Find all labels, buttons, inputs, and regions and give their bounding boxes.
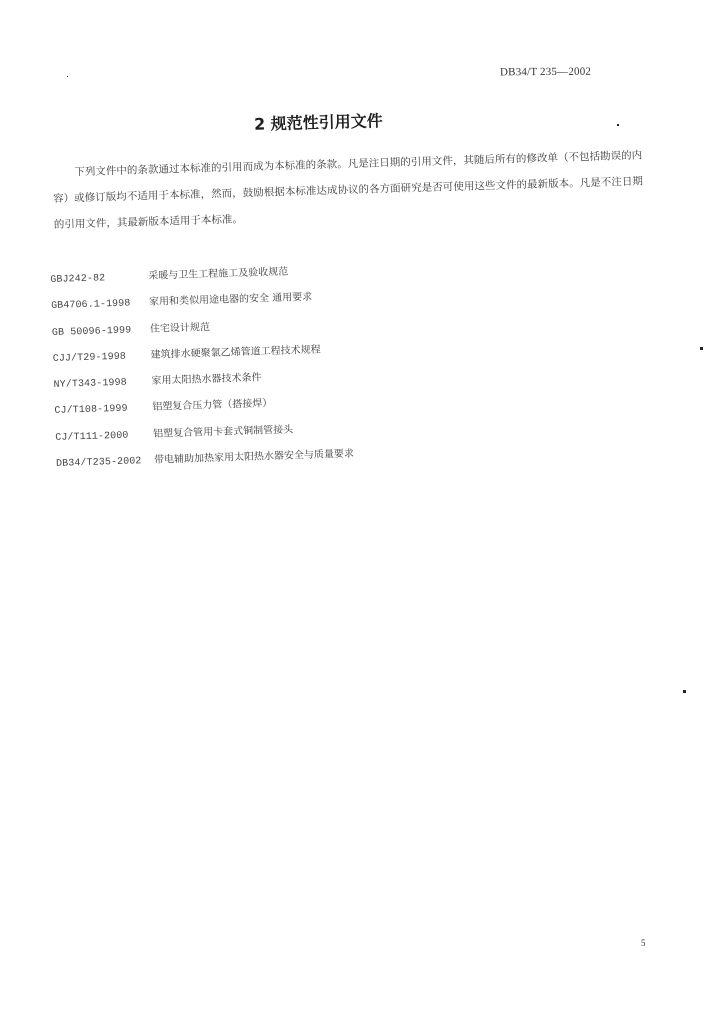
reference-list — [50, 254, 576, 481]
standard-code-header: DB34/T 235—2002 — [499, 65, 592, 79]
reference-code: CJ/T108-1999 — [54, 404, 128, 418]
section-title: 2 规范性引用文件 — [253, 111, 383, 134]
reference-title: 带电辅助加热家用太阳热水器安全与质量要求 — [153, 448, 355, 466]
reference-code: GB 50096-1999 — [51, 325, 132, 339]
scan-speck — [700, 347, 703, 350]
reference-title: 建筑排水硬聚氯乙烯管道工程技术规程 — [150, 344, 321, 361]
scan-speck — [67, 76, 68, 77]
reference-title: 家用和类似用途电器的安全 通用要求 — [148, 292, 313, 309]
reference-title: 铝塑复合管用卡套式铜制管接头 — [153, 424, 294, 440]
reference-title: 住宅设计规范 — [149, 321, 211, 335]
reference-code: GBJ242-82 — [50, 273, 106, 286]
reference-code: CJJ/T29-1998 — [52, 351, 127, 365]
reference-title: 采暖与卫生工程施工及验收规范 — [148, 266, 289, 282]
scan-speck — [617, 124, 619, 126]
reference-title: 家用太阳热水器技术条件 — [151, 372, 262, 388]
reference-code: NY/T343-1998 — [53, 377, 127, 392]
reference-code: CJ/T111-2000 — [55, 430, 129, 444]
reference-title: 铝塑复合压力管（搭接焊） — [152, 398, 273, 414]
reference-code: DB34/T235-2002 — [55, 456, 142, 470]
scan-speck — [683, 690, 686, 693]
reference-code: GB4706.1-1998 — [50, 298, 131, 313]
page-number: 5 — [641, 938, 646, 948]
intro-paragraph: 下列文件中的条款通过本标准的引用而成为本标准的条款。凡是注日期的引用文件，其随后所有的修改单（不包括勘误的内容）或修订版均不适用于本标准，然而，鼓励根据本标准达成协议的各方面研究是否可使用这些文件的最新版本。凡是不注日期的引用文件，其最新版本适用于本标准。 — [52, 149, 644, 231]
